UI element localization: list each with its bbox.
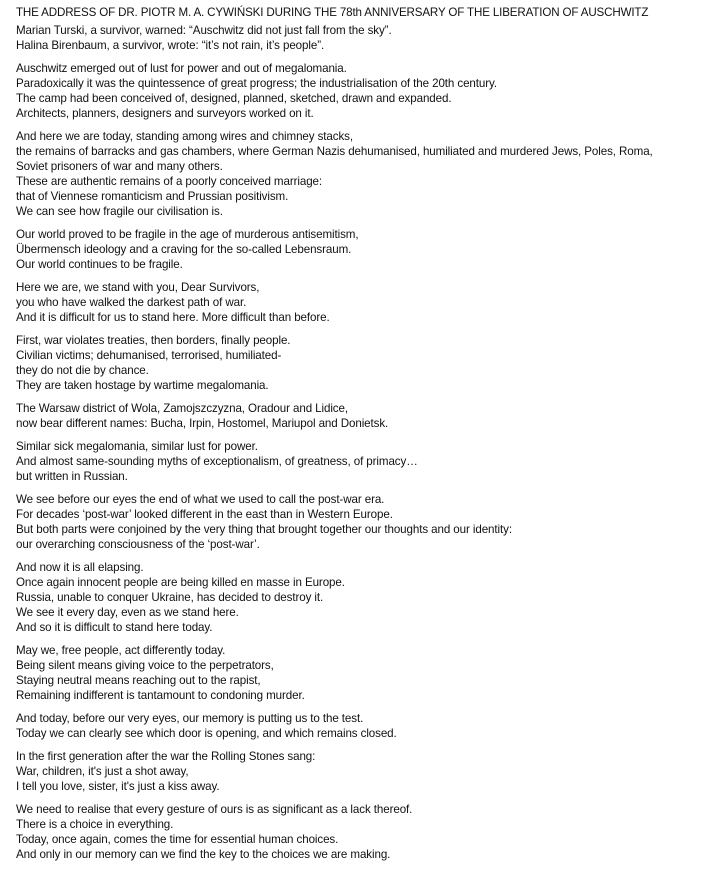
paragraph-line: I tell you love, sister, it's just a kiss away.	[16, 780, 220, 793]
paragraph-line: And it is difficult for us to stand here. More difficult than before.	[16, 311, 330, 324]
paragraph-line: the remains of barracks and gas chambers, where German Nazis dehumanised, humiliated and murdered Jews, Poles, Roma,	[16, 145, 653, 158]
paragraph-line: The Warsaw district of Wola, Zamojszczyzna, Oradour and Lidice,	[16, 402, 348, 415]
paragraph-line: May we, free people, act differently today.	[16, 644, 226, 657]
paragraph-line: they do not die by chance.	[16, 364, 149, 377]
paragraph-line: that of Viennese romanticism and Prussian positivism.	[16, 190, 289, 203]
paragraph	[16, 401, 724, 431]
paragraph-line: We can see how fragile our civilisation is.	[16, 205, 223, 218]
paragraph-line: our overarching consciousness of the ‘post-war’.	[16, 538, 260, 551]
paragraph-line: Russia, unable to conquer Ukraine, has decided to destroy it.	[16, 591, 324, 604]
paragraph-line: We need to realise that every gesture of ours is as significant as a lack thereof.	[16, 803, 413, 816]
paragraph-line: Übermensch ideology and a craving for the so-called Lebensraum.	[16, 243, 352, 256]
paragraph-line: Today, once again, comes the time for essential human choices.	[16, 833, 339, 846]
paragraph	[16, 643, 724, 703]
paragraph-line: They are taken hostage by wartime megalomania.	[16, 379, 269, 392]
paragraph-line: Our world continues to be fragile.	[16, 258, 183, 271]
paragraph-line: Civilian victims; dehumanised, terrorised, humiliated-	[16, 349, 282, 362]
paragraph-line: In the first generation after the war the Rolling Stones sang:	[16, 750, 316, 763]
paragraph-line: but written in Russian.	[16, 470, 128, 483]
paragraph-line: These are authentic remains of a poorly conceived marriage:	[16, 175, 323, 188]
paragraph-line: And now it is all elapsing.	[16, 561, 144, 574]
document	[16, 5, 724, 870]
paragraph	[16, 227, 724, 272]
paragraph-line: First, war violates treaties, then borders, finally people.	[16, 334, 291, 347]
paragraph	[16, 23, 724, 53]
paragraph	[16, 129, 724, 219]
paragraph-line: Our world proved to be fragile in the age of murderous antisemitism,	[16, 228, 359, 241]
paragraph-line: Staying neutral means reaching out to the rapist,	[16, 674, 261, 687]
paragraph-line: But both parts were conjoined by the very thing that brought together our thoughts and our identity:	[16, 523, 512, 536]
paragraph	[16, 439, 724, 484]
paragraph-line: And today, before our very eyes, our memory is putting us to the test.	[16, 712, 364, 725]
paragraph	[16, 802, 724, 862]
document-body	[16, 23, 724, 862]
paragraph-line: Paradoxically it was the quintessence of great progress; the industrialisation of the 20th century.	[16, 77, 497, 90]
paragraph	[16, 280, 724, 325]
paragraph-line: Similar sick megalomania, similar lust for power.	[16, 440, 258, 453]
paragraph-line: And here we are today, standing among wires and chimney stacks,	[16, 130, 353, 143]
paragraph	[16, 61, 724, 121]
paragraph-line: now bear different names: Bucha, Irpin, Hostomel, Mariupol and Donietsk.	[16, 417, 389, 430]
paragraph-line: Here we are, we stand with you, Dear Survivors,	[16, 281, 260, 294]
paragraph-line: War, children, it's just a shot away,	[16, 765, 189, 778]
paragraph-line: There is a choice in everything.	[16, 818, 174, 831]
paragraph	[16, 333, 724, 393]
paragraph-line: Being silent means giving voice to the perpetrators,	[16, 659, 274, 672]
paragraph-line: And so it is difficult to stand here today.	[16, 621, 213, 634]
paragraph-line: Remaining indifferent is tantamount to condoning murder.	[16, 689, 305, 702]
paragraph-line: Auschwitz emerged out of lust for power and out of megalomania.	[16, 62, 347, 75]
paragraph-line: For decades ‘post-war’ looked different in the east than in Western Europe.	[16, 508, 393, 521]
paragraph-line: Soviet prisoners of war and many others.	[16, 160, 223, 173]
paragraph	[16, 711, 724, 741]
paragraph-line: Marian Turski, a survivor, warned: “Auschwitz did not just fall from the sky”.	[16, 24, 392, 37]
paragraph-line: We see it every day, even as we stand here.	[16, 606, 239, 619]
paragraph-line: you who have walked the darkest path of war.	[16, 296, 247, 309]
paragraph-line: Architects, planners, designers and surveyors worked on it.	[16, 107, 314, 120]
paragraph-line: Today we can clearly see which door is opening, and which remains closed.	[16, 727, 397, 740]
paragraph-line: We see before our eyes the end of what we used to call the post-war era.	[16, 493, 385, 506]
paragraph-line: Halina Birenbaum, a survivor, wrote: “it’s not rain, it’s people”.	[16, 39, 325, 52]
paragraph	[16, 749, 724, 794]
paragraph-line: And almost same-sounding myths of exceptionalism, of greatness, of primacy…	[16, 455, 418, 468]
document-title: THE ADDRESS OF DR. PIOTR M. A. CYWIŃSKI DURING THE 78th ANNIVERSARY OF THE LIBERATION OF AUSCHWITZ	[16, 6, 649, 19]
paragraph	[16, 560, 724, 635]
paragraph	[16, 492, 724, 552]
paragraph-line: And only in our memory can we find the key to the choices we are making.	[16, 848, 391, 861]
paragraph-line: Once again innocent people are being killed en masse in Europe.	[16, 576, 345, 589]
paragraph-line: The camp had been conceived of, designed, planned, sketched, drawn and expanded.	[16, 92, 452, 105]
